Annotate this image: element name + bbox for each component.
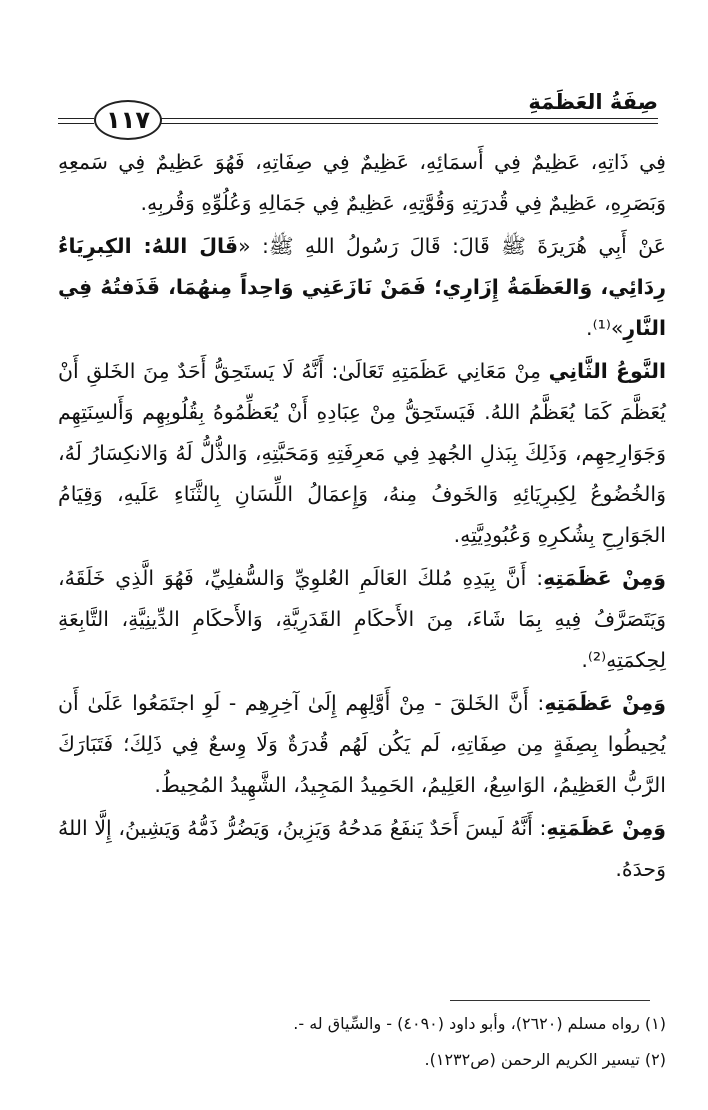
paragraph-greatness-3 <box>58 808 666 890</box>
greatness-2-heading: وَمِنْ عَظَمَتِهِ <box>544 691 666 715</box>
greatness-3-text: : أَنَّهُ لَيسَ أَحَدٌ يَنفَعُ مَدحُهُ وَيَزِينُ، وَيَضُرُّ ذَمُّهُ وَيَشِينُ، إِلَّا اللهُ وَحدَهُ. <box>58 816 666 881</box>
paragraph-greatness-1 <box>58 558 666 681</box>
running-title: صِفَةُ العَظَمَةِ <box>528 90 658 114</box>
second-type-text: مِنْ مَعَانِي عَظَمَتِهِ تَعَالَىٰ: أَنَّهُ لَا يَستَحِقُّ أَحَدٌ مِنَ الخَلقِ أَنْ يُعَظَّمَ كَمَا يُعَظَّمُ اللهُ. فَيَستَحِقُّ مِنْ عِبَادِهِ أَنْ يُعَظِّمُوهُ بِقُلُوبِهِم وَأَلسِنَتِهِم وَجَوَارِحِهِم، وَذَلِكَ بِبَذلِ الجُهدِ فِي مَعرِفَتِهِ وَمَحَبَّتِهِ، وَالذُّلُّ لَهُ وَالانكِسَارُ لَهُ، وَالخُضُوعُ لِكِبرِيَائِهِ وَالخَوفُ مِنهُ، وَإِعمَالُ اللِّسَانِ بِالثَّنَاءِ عَلَيهِ، وَقِيَامُ الجَوَارِحِ بِشُكرِهِ وَعُبُودِيَّتِهِ. <box>58 359 666 547</box>
greatness-1-heading: وَمِنْ عَظَمَتِهِ <box>543 566 666 590</box>
header-rule-long <box>158 118 658 124</box>
footnotes <box>58 1006 666 1078</box>
paragraph-1-text: فِي ذَاتِهِ، عَظِيمٌ فِي أَسمَائِهِ، عَظِيمٌ فِي صِفَاتِهِ، فَهُوَ عَظِيمٌ فِي سَمعِهِ وَبَصَرِهِ، عَظِيمٌ فِي قُدرَتِهِ وَقُوَّتِهِ، عَظِيمٌ فِي جَمَالِهِ وَعُلُوِّهِ وَقُربِهِ. <box>58 150 666 215</box>
hadith-close: »⁽¹⁾. <box>586 316 624 340</box>
page-header <box>58 88 658 140</box>
greatness-1-text: : أَنَّ بِيَدِهِ مُلكَ العَالَمِ العُلوِيِّ وَالسُّفلِيِّ، فَهُوَ الَّذِي خَلَقَهُ، وَيَتَصَرَّفُ فِيهِ بِمَا شَاءَ، مِنَ الأَحكَامِ القَدَرِيَّةِ، وَالأَحكَامِ الدِّينِيَّةِ، التَّابِعَةِ لِحِكمَتِهِ⁽²⁾. <box>58 566 666 672</box>
body-text <box>58 142 666 890</box>
footnote-separator <box>450 1000 650 1001</box>
header-rule-short <box>58 118 94 124</box>
greatness-3-heading: وَمِنْ عَظَمَتِهِ <box>546 816 666 840</box>
paragraph-greatness-2 <box>58 683 666 806</box>
paragraph-1 <box>58 142 666 224</box>
paragraph-hadith <box>58 226 666 349</box>
footnote-2: (٢) تيسير الكريم الرحمن (ص١٢٣٢). <box>424 1050 666 1069</box>
page-number: ١١٧ <box>94 100 162 140</box>
greatness-2-text: : أَنَّ الخَلقَ - مِنْ أَوَّلِهِم إِلَىٰ آخِرِهِم - لَوِ اجتَمَعُوا عَلَىٰ أَن يُحِيطُوا بِصِفَةٍ مِن صِفَاتِهِ، لَم يَكُن لَهُم قُدرَةٌ وَلَا وِسعٌ فِي ذَلِكَ؛ فَتَبَارَكَ الرَّبُّ العَظِيمُ، الوَاسِعُ، العَلِيمُ، الحَمِيدُ المَجِيدُ، الشَّهِيدُ المُحِيطُ. <box>58 691 666 797</box>
paragraph-second-type <box>58 351 666 556</box>
hadith-text: قَالَ اللهُ: الكِبرِيَاءُ رِدَائِي، وَالعَظَمَةُ إِزَارِي؛ فَمَنْ نَازَعَنِي وَاحِداً مِنهُمَا، قَذَفتُهُ فِي النَّارِ <box>58 234 666 340</box>
hadith-intro: عَنْ أَبِي هُرَيرَةَ ﷺ قَالَ: قَالَ رَسُولُ اللهِ ﷺ: « <box>238 234 666 258</box>
second-type-heading: النَّوعُ الثَّانِي <box>548 359 666 383</box>
footnote-1: (١) رواه مسلم (٢٦٢٠)، وأبو داود (٤٠٩٠) - والسِّياق له -. <box>293 1014 666 1033</box>
